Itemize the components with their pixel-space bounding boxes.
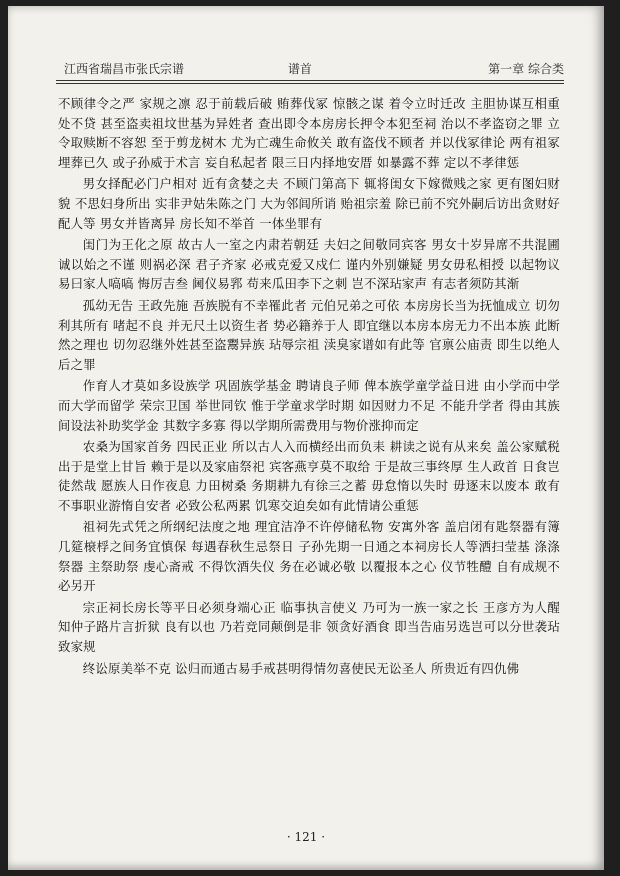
- paragraph: 男女择配必门户相对 近有贪婪之夫 不顾门第高下 辄将闺女下嫁微贱之家 更有图妇财貌 不思妇身所出 实非尹姑朱陈之门 大为邻闾所诮 贻祖宗羞 除已前不究外嗣后访出贪财好配人等 男女并皆离异 房长知不举首 一体坐罪有: [58, 176, 560, 231]
- paragraph: 作育人才莫如多设族学 巩固族学基金 聘请良子师 俾本族学童学益日进 由小学而中学而大学而留学 荣宗卫国 举世同钦 惟于学童求学时期 如因财力不足 不能升学者 得由其族间设法补助奖学金 其数字多寡 得以学期所需费用与物价涨抑而定: [58, 378, 560, 433]
- document-page: [8, 6, 604, 870]
- paragraph: 不顾律令之严 家规之凛 忍于前载后破 贿葬伐冢 惊骸之谋 着令立时迁改 主胆协谋互相重处不贷 甚至盗卖祖坟世基为异姓者 查出即令本房房长押令本犯至祠 治以不孝盗窃之罪 立令取赎断不容恕 至于剪龙树木 尤为亡魂生命攸关 敢有盗伐不顾者 并以伐冢律论 两有祖冢埋葬已久 或子孙威于术言 妄自私起者 限三日内择地安厝 如暴露不葬 定以不孝律惩: [58, 96, 560, 170]
- paragraph: 闺门为王化之原 故古人一室之内肃若朝廷 夫妇之间敬同宾客 男女十岁异席不共混圃 诚以始之不谨 则祸必深 君子齐家 必戒克爱又戍仁 谨内外别嫌疑 男女毋私相授 以起物议 易曰家人嗃嗃 悔厉吉叁 阃仪易郛 苟来瓜田李下之刺 岂不深玷家声 有志者须防其渐: [58, 237, 560, 292]
- paragraph: 农桑为国家首务 四民正业 所以古人入而横经出而负耒 耕读之说有从来矣 盖公家赋税 出于是堂上甘旨 赖于是以及家庙祭祀 宾客燕亨莫不取给 于是故三事终厚 生人政首 日食岂徒然哉 愿族人日作夜息 力田树桑 务期耕九有徐三之蓄 毋怠惰以失时 毋逐末以废本 敢有不事职业游惰自安者 必致公私两累 饥寒交迫矣如有此情请公重惩: [58, 439, 560, 513]
- page-number: · 121 ·: [286, 830, 326, 844]
- body-text: [58, 94, 560, 680]
- paragraph: 终讼原美举不克 讼归而通古易手戒甚明得情勿喜使民无讼圣人 所贵近有四仇佛: [82, 660, 520, 676]
- paragraph: 孤幼无告 王政先施 吾族脱有不幸罹此者 元伯兄弟之可依 本房房长当为抚恤成立 切勿利其所有 啫起不良 并无尺土以资生者 势必籍养于人 即宜继以本房本房无力不出本族 此断然之理也 切勿忍继外姓甚至盗鬻异族 玷辱宗祖 渎臭家谱如有此等 官禀公庙责 即生以绝人后之罪: [58, 297, 560, 372]
- header-book-title: 江西省瑞昌市张氏宗谱: [64, 62, 185, 76]
- header-rule-thick: [56, 80, 564, 81]
- header-chapter-title: 第一章 综合类: [488, 62, 564, 76]
- header-rule-thin: [56, 83, 564, 84]
- paragraph: 宗正祠长房长等平日必须身端心正 临事执言使义 乃可为一族一家之长 王彦方为人醒知仲子路片言折狱 良有以也 乃若竞同颠倒是非 领贪好酒食 即当告庙另选岂可以分世袭玷致家规: [58, 599, 560, 655]
- header-section-title: 谱首: [287, 62, 312, 76]
- paragraph: 祖祠先式凭之所纲纪法度之地 理宜洁净不许停储私物 安寓外客 盖启闭有匙祭器有簿 几筵榱桴之间务宜慎保 每遇春秋生忌祭日 子孙先期一日通之本祠房长人等洒扫莹基 涤涤祭器 主祭助祭 虔心斋戒 不得饮酒失仪 务在必诚必敬 以覆报本之心 仪节牲醴 自有成规不必另开: [58, 519, 560, 594]
- page-header: [56, 56, 564, 78]
